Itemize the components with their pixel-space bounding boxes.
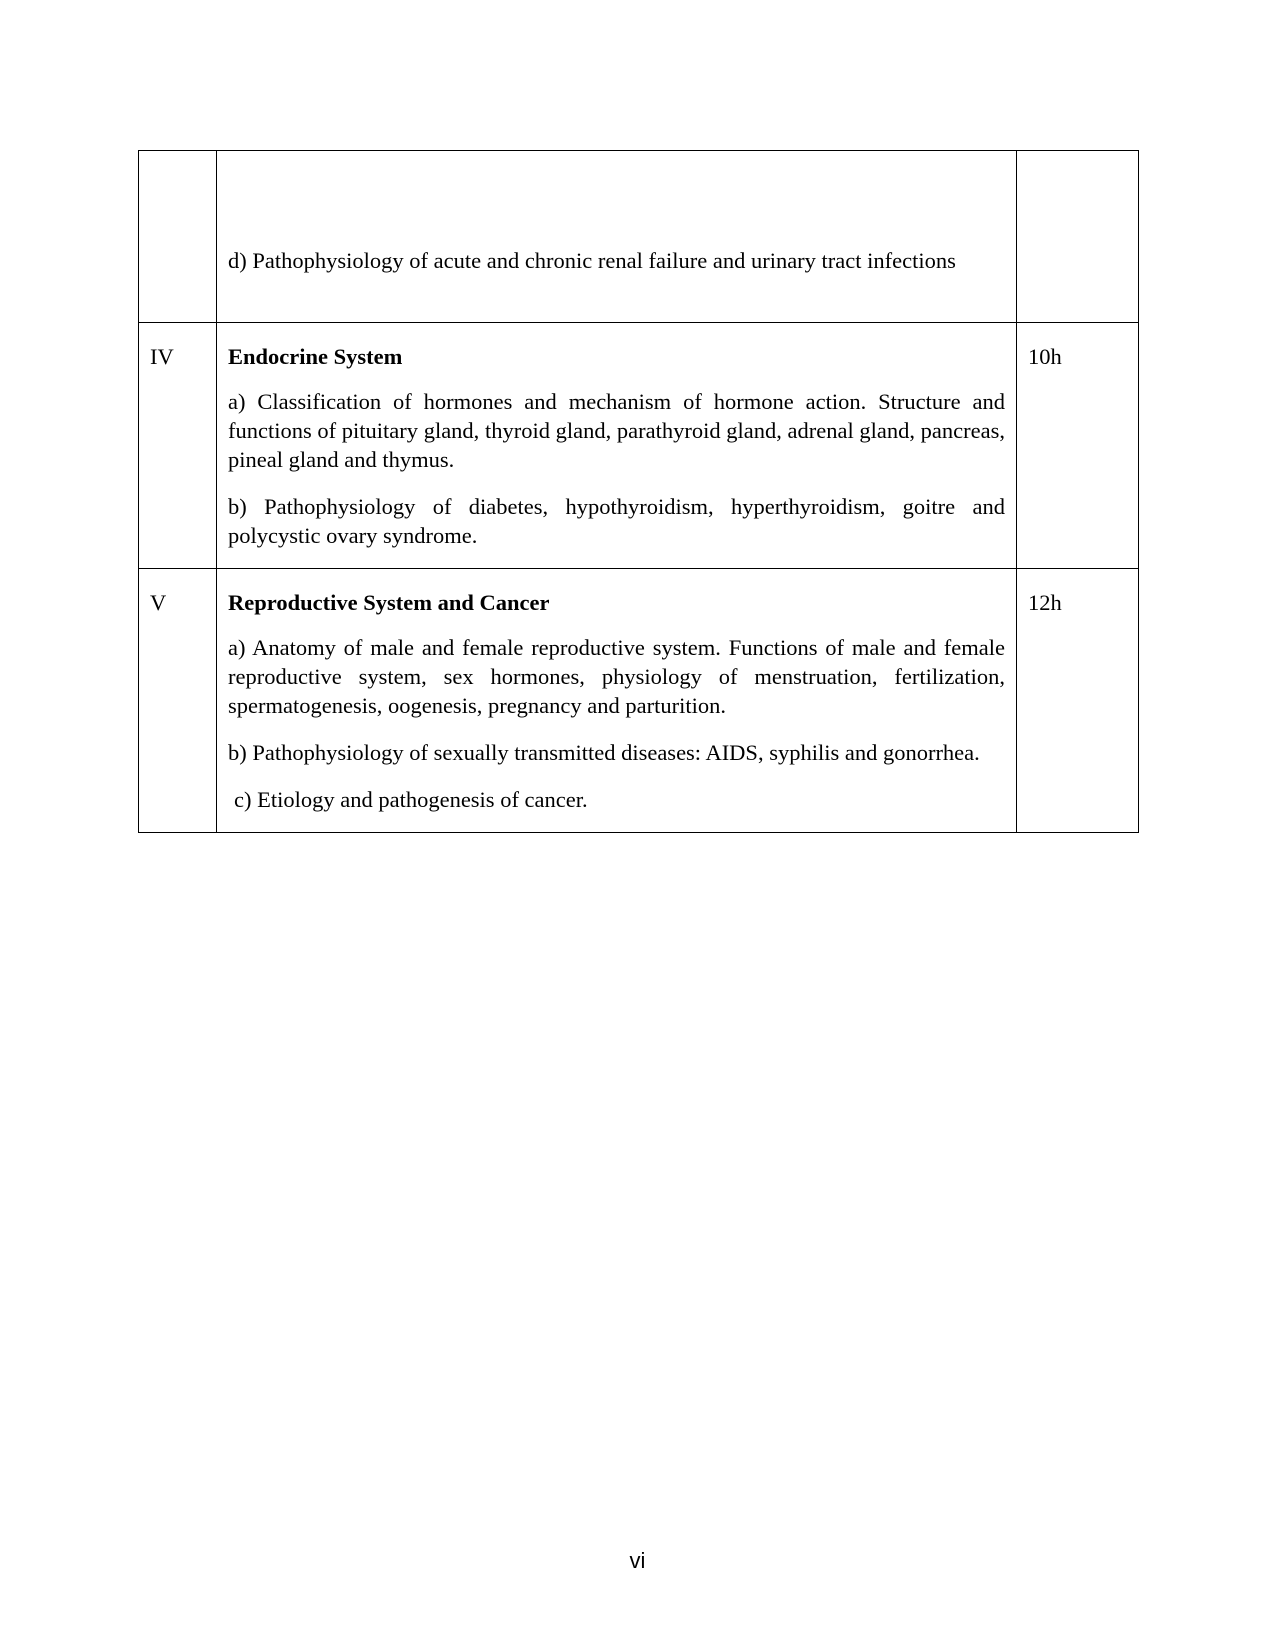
unit-number-cell bbox=[139, 151, 217, 323]
unit-number-cell: V bbox=[139, 569, 217, 833]
topic-paragraph: d) Pathophysiology of acute and chronic renal failure and urinary tract infections bbox=[228, 248, 956, 273]
topic-paragraph: a) Classification of hormones and mechanism of hormone action. Structure and functions of pituitary gland, thyroid gland, parathyroid gland, adrenal gland, pancreas, pineal gland and thymus. bbox=[228, 389, 1005, 472]
topic-paragraph: a) Anatomy of male and female reproductive system. Functions of male and female reproductive system, sex hormones, physiology of menstruation, fertilization, spermatogenesis, oogenesis, pregnancy and parturition. bbox=[228, 635, 1005, 718]
table-row bbox=[139, 151, 1139, 323]
unit-hours-cell: 12h bbox=[1017, 569, 1139, 833]
unit-hours-cell: 10h bbox=[1017, 323, 1139, 569]
unit-title: Endocrine System bbox=[228, 344, 403, 369]
unit-content-cell bbox=[217, 323, 1017, 569]
unit-content-cell bbox=[217, 151, 1017, 323]
topic-paragraph: b) Pathophysiology of diabetes, hypothyroidism, hyperthyroidism, goitre and polycystic ovary syndrome. bbox=[228, 494, 1005, 548]
unit-hours-cell bbox=[1017, 151, 1139, 323]
unit-title: Reproductive System and Cancer bbox=[228, 590, 550, 615]
topic-paragraph: b) Pathophysiology of sexually transmitted diseases: AIDS, syphilis and gonorrhea. bbox=[228, 740, 980, 765]
page-number: vi bbox=[629, 1548, 646, 1573]
syllabus-table bbox=[138, 150, 1139, 833]
unit-content-cell bbox=[217, 569, 1017, 833]
table-row bbox=[139, 323, 1139, 569]
topic-paragraph: c) Etiology and pathogenesis of cancer. bbox=[234, 787, 588, 812]
table-row bbox=[139, 569, 1139, 833]
unit-number-cell: IV bbox=[139, 323, 217, 569]
